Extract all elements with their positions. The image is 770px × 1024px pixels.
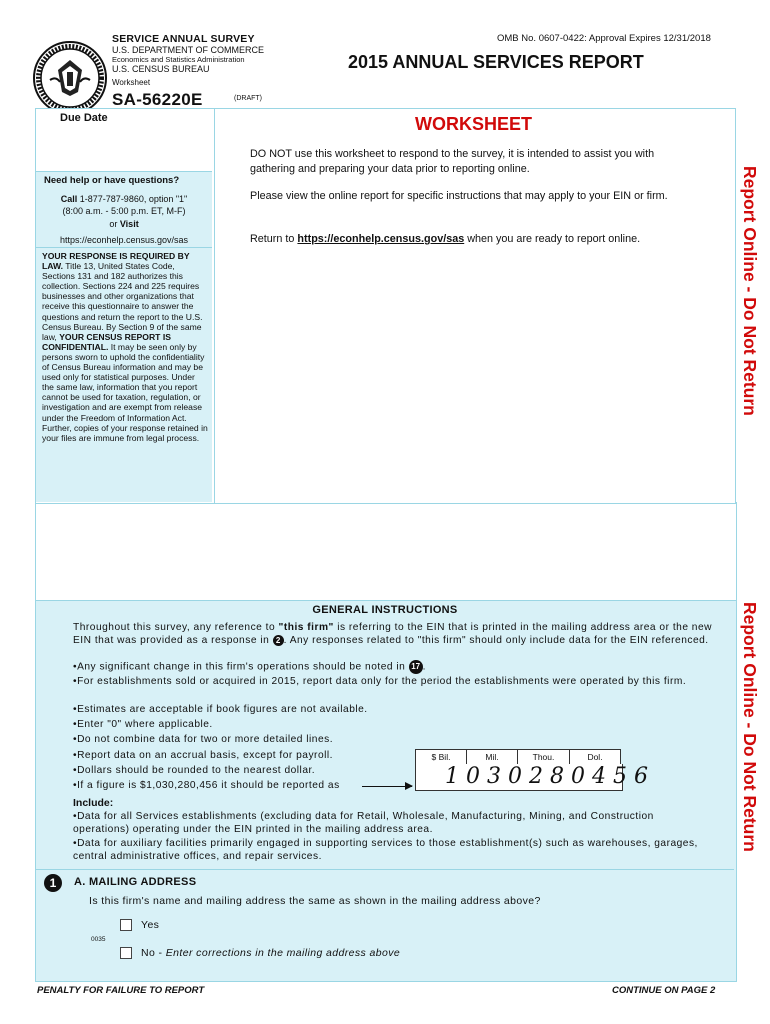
worksheet-para-1: DO NOT use this worksheet to respond to the survey, it is intended to assist you with gathering and preparing your data prior to reporting online. (250, 148, 655, 175)
help-url[interactable]: https://econhelp.census.gov/sas (59, 235, 189, 245)
law-notice-text (42, 251, 208, 443)
report-online-banner-top: Report Online - Do Not Return (740, 166, 760, 416)
gi-bullet-1-end: . (422, 661, 426, 673)
gi-bullet-1 (73, 660, 713, 674)
visit-label: Visit (119, 219, 139, 229)
gi-intro-a: Throughout this survey, any reference to (73, 622, 276, 633)
item-ref-17-icon: 17 (409, 660, 423, 674)
department-name: U.S. DEPARTMENT OF COMMERCE (112, 45, 265, 55)
gi-bullet-2: •For establishments sold or acquired in 2015, report data only for the period the establishments were operated by this firm. (73, 676, 687, 687)
item-ref-2-icon: 2 (273, 635, 284, 646)
include-bullet-1: •Data for all Services establishments (excluding data for Retail, Wholesale, Manufacturing, Mining, and Construction operations) operating under the EIN printed in the mailing address area. (73, 811, 654, 835)
example-arrow-head-icon (405, 782, 413, 790)
gi-bullet-7: •Dollars should be rounded to the nearest dollar. (73, 765, 316, 776)
return-suffix: when you are ready to report online. (467, 233, 641, 245)
or-label: or (109, 219, 118, 229)
report-title: 2015 ANNUAL SERVICES REPORT (348, 52, 644, 72)
law-heading: YOUR RESPONSE IS REQUIRED BY LAW. (42, 251, 190, 272)
help-visit-line (36, 219, 212, 229)
gi-bullet-8: •If a figure is $1,030,280,456 it should be reported as (73, 780, 340, 791)
due-date-label: Due Date (60, 112, 108, 124)
law-confidential: YOUR CENSUS REPORT IS CONFIDENTIAL. (42, 331, 171, 352)
item-1-badge-icon: 1 (44, 874, 62, 892)
survey-title: SERVICE ANNUAL SURVEY (112, 33, 255, 45)
help-phone-line (36, 194, 212, 204)
law-text-1: Title 13, United States Code, Sections 131 and 182 authorizes this collection. Sections 224 and 225 requires businesses and other organizations that receive this questionnaire to answer the questions and return the report to the U.S. Census Bureau. By Section 9 of the same law, (42, 261, 203, 342)
omb-number: OMB No. 0607-0422: Approval Expires 12/31/2018 (497, 33, 711, 44)
no-checkbox[interactable] (120, 947, 132, 959)
no-option-label (141, 947, 400, 959)
gi-bullet-5: •Do not combine data for two or more detailed lines. (73, 734, 334, 745)
no-option-instruction: Enter corrections in the mailing address above (165, 947, 401, 959)
form-number: SA-56220E (112, 90, 203, 109)
draft-label: (DRAFT) (234, 95, 262, 102)
dollar-example-digits: 1030280456 (445, 764, 655, 789)
gi-intro (73, 622, 713, 647)
include-label: Include: (73, 797, 114, 809)
blank-band-frame (35, 502, 737, 601)
footer-penalty: PENALTY FOR FAILURE TO REPORT (37, 985, 205, 996)
phone-number: 1-877-787-9860, option "1" (79, 194, 188, 204)
gi-bullet-1-text: •Any significant change in this firm's operations should be noted in (73, 661, 406, 673)
worksheet-title: WORKSHEET (415, 114, 532, 134)
help-title: Need help or have questions? (44, 175, 180, 186)
econ-admin-name: Economics and Statistics Administration (112, 55, 245, 64)
help-hours: (8:00 a.m. - 5:00 p.m. ET, M-F) (62, 206, 186, 216)
report-online-banner-bottom: Report Online - Do Not Return (740, 602, 760, 852)
yes-option-label: Yes (141, 919, 160, 931)
item-code: 0035 (91, 936, 106, 943)
gi-intro-b: is referring to the EIN that is printed in the mailing address area or the new EIN that was provided as a response in (73, 622, 712, 646)
dollar-header-bil: $ Bil. (415, 749, 467, 765)
gi-intro-bold: "this firm" (278, 622, 334, 633)
worksheet-para-2: Please view the online report for specific instructions that may apply to your EIN or firm. (250, 190, 668, 202)
include-bullet-2: •Data for auxiliary facilities primarily engaged in supporting services to those establishment(s) such as warehouses, garages, central administrative offices, and repair services. (73, 838, 698, 862)
yes-checkbox[interactable] (120, 919, 132, 931)
dollar-header-thou: Thou. (517, 749, 570, 765)
dollar-example-box (415, 749, 655, 791)
mailing-address-title: A. MAILING ADDRESS (74, 876, 197, 888)
call-label: Call (60, 194, 78, 204)
gi-intro-c: . Any responses related to "this firm" should only include data for the EIN referenced. (283, 634, 709, 646)
no-option-prefix: No - (141, 947, 163, 959)
worksheet-para-3 (250, 232, 695, 247)
worksheet-label: Worksheet (112, 78, 151, 87)
law-text-2: It may be seen only by persons sworn to uphold the confidentiality of Census Bureau information and may be used only for statistical purposes. Under the same law, information that you report cannot be used for taxation, regulation, or investigation and are exempt from release under the Freedom of Information Act. Further, copies of your response retained in your files are immune from legal process. (42, 341, 208, 443)
footer-continue: CONTINUE ON PAGE 2 (612, 985, 716, 996)
dollar-header-dol: Dol. (569, 749, 621, 765)
mailing-address-question: Is this firm's name and mailing address the same as shown in the mailing address above? (89, 895, 541, 907)
gi-bullet-3: •Estimates are acceptable if book figures are not available. (73, 704, 368, 715)
dollar-header-mil: Mil. (466, 749, 518, 765)
general-instructions-title: GENERAL INSTRUCTIONS (312, 604, 458, 616)
return-link[interactable]: https://econhelp.census.gov/sas (297, 233, 465, 245)
return-prefix: Return to (250, 233, 295, 245)
bureau-name: U.S. CENSUS BUREAU (112, 64, 210, 74)
commerce-seal-logo (32, 40, 108, 116)
gi-bullet-4: •Enter "0" where applicable. (73, 719, 213, 730)
gi-bullet-6: •Report data on an accrual basis, except for payroll. (73, 750, 333, 761)
